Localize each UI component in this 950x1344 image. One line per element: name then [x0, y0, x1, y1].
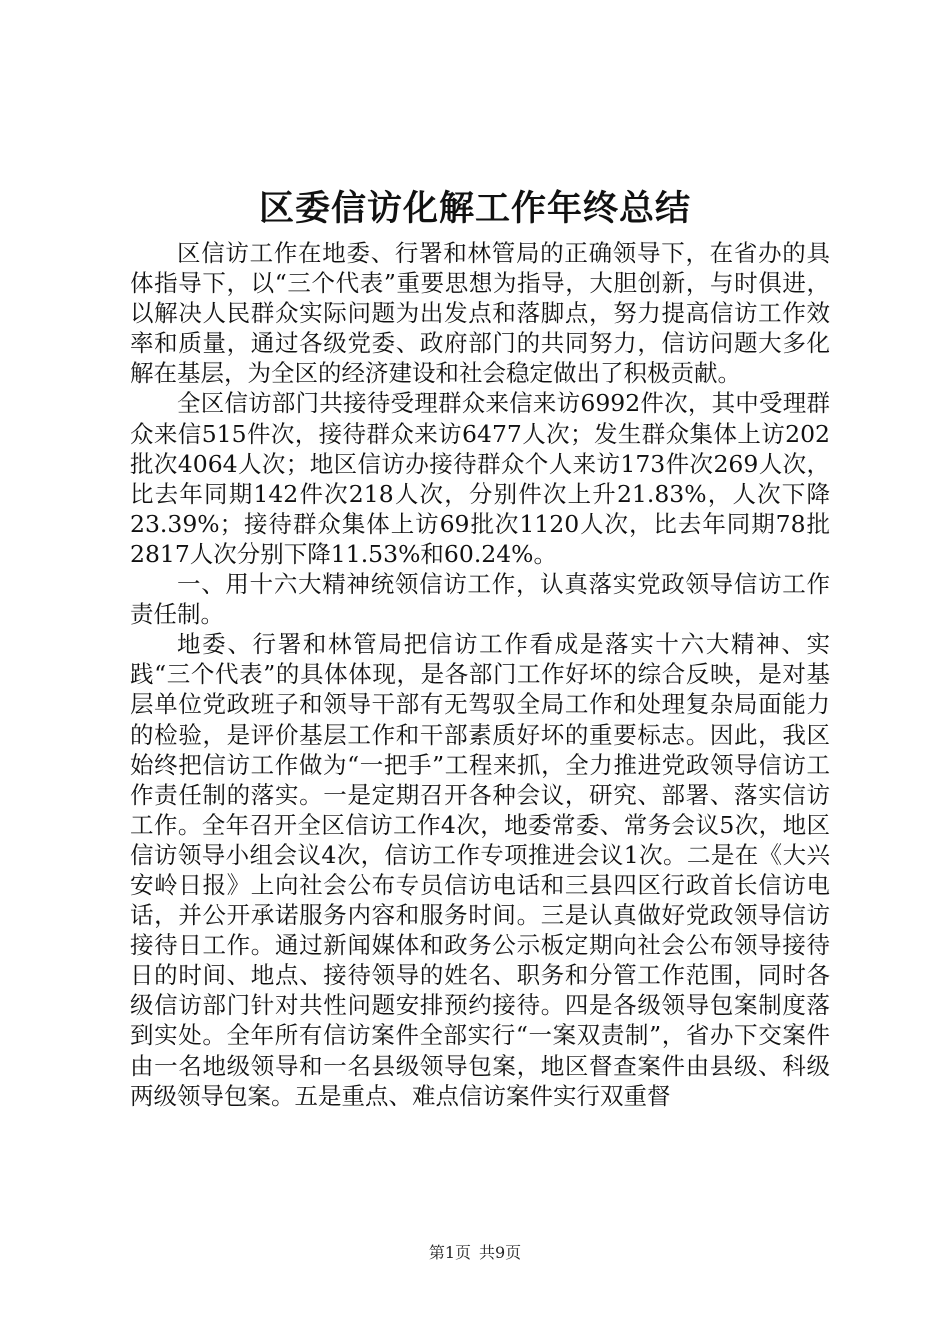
- paragraph-intro: 区信访工作在地委、行署和林管局的正确领导下，在省办的具体指导下，以“三个代表”重要思想为指导，大胆创新，与时俱进，以解决人民群众实际问题为出发点和落脚点，努力提高信访工作效率和质量，通过各级党委、政府部门的共同努力，信访问题大多化解在基层，为全区的经济建设和社会稳定做出了积极贡献。: [130, 239, 830, 388]
- paragraph-responsibility: 地委、行署和林管局把信访工作看成是落实十六大精神、实践“三个代表”的具体体现，是各部门工作好坏的综合反映，是对基层单位党政班子和领导干部有无驾驭全局工作和处理复杂局面能力的检验，是评价基层工作和干部素质好坏的重要标志。因此，我区始终把信访工作做为“一把手”工程来抓，全力推进党政领导信访工作责任制的落实。一是定期召开各种会议，研究、部署、落实信访工作。全年召开全区信访工作4次，地委常委、常务会议5次，地区信访领导小组会议4次，信访工作专项推进会议1次。二是在《大兴安岭日报》上向社会公布专员信访电话和三县四区行政首长信访电话，并公开承诺服务内容和服务时间。三是认真做好党政领导信访接待日工作。通过新闻媒体和政务公示板定期向社会公布领导接待日的时间、地点、接待领导的姓名、职务和分管工作范围，同时各级信访部门针对共性问题安排预约接待。四是各级领导包案制度落到实处。全年所有信访案件全部实行“一案双责制”，省办下交案件由一名地级领导和一名县级领导包案，地区督查案件由县级、科级两级领导包案。五是重点、难点信访案件实行双重督: [130, 630, 830, 1110]
- document-body: [130, 238, 830, 1111]
- page-number: 第1页: [428, 1243, 471, 1262]
- page-total: 共9页: [479, 1243, 522, 1262]
- document-title: 区委信访化解工作年终总结: [258, 188, 691, 229]
- section-heading-1: 一、用十六大精神统领信访工作，认真落实党政领导信访工作责任制。: [130, 570, 830, 629]
- page-footer: [0, 1241, 950, 1265]
- paragraph-statistics: 全区信访部门共接待受理群众来信来访6992件次，其中受理群众来信515件次，接待群众来访6477人次；发生群众集体上访202批次4064人次；地区信访办接待群众个人来访173件次269人次，比去年同期142件次218人次，分别件次上升21.83%，人次下降23.39%；接待群众集体上访69批次1120人次，比去年同期78批2817人次分别下降11.53%和60.24%。: [130, 389, 830, 568]
